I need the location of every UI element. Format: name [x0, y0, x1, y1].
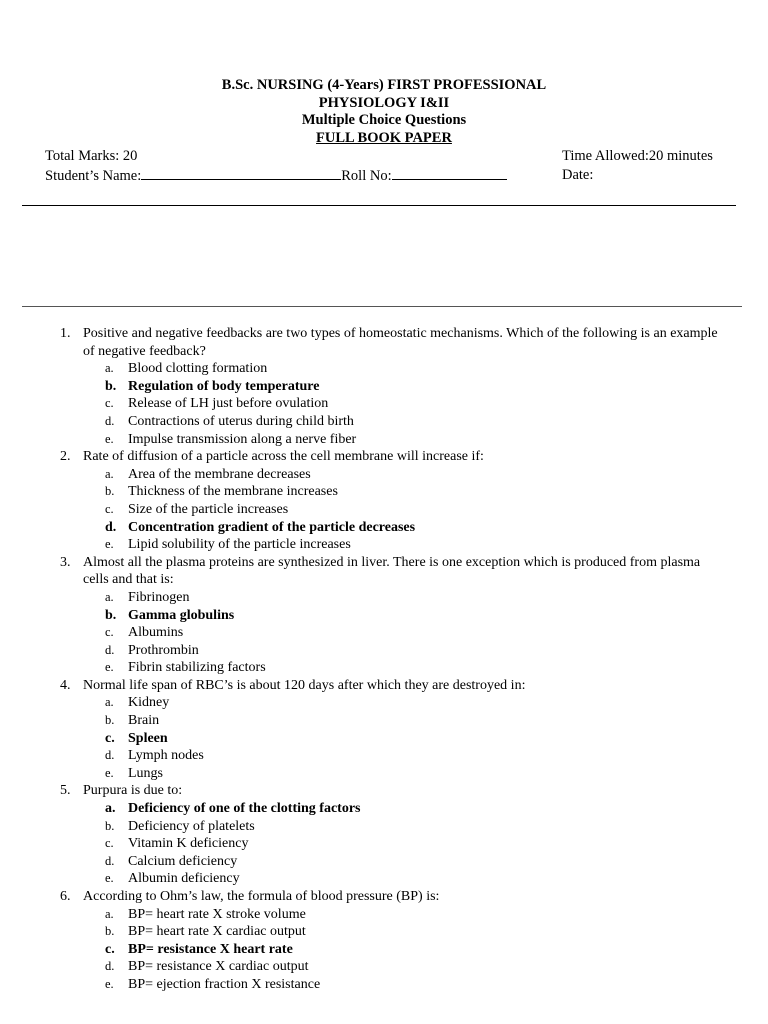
program-title: B.Sc. NURSING (4-Years) FIRST PROFESSIONAL: [221, 77, 547, 93]
question-text: Rate of diffusion of a particle across the cell membrane will increase if:: [83, 449, 484, 465]
answer-option-correct: [0, 800, 768, 818]
option-text: Albumins: [128, 625, 184, 641]
option-letter: b.: [105, 378, 117, 394]
answer-option-correct: [0, 607, 768, 625]
option-text: Concentration gradient of the particle decreases: [128, 519, 416, 535]
answer-option: [0, 853, 768, 871]
question-item: [0, 888, 768, 906]
answer-option: [0, 589, 768, 607]
question-number: 5.: [60, 783, 71, 799]
option-letter: a.: [105, 906, 114, 921]
option-letter: e.: [105, 537, 114, 552]
answer-option: [0, 923, 768, 941]
student-name-blank[interactable]: [141, 166, 341, 180]
question-item: [0, 782, 768, 800]
option-letter: c.: [105, 730, 115, 746]
answer-option: [0, 765, 768, 783]
option-letter: e.: [105, 660, 114, 675]
question-text: According to Ohm’s law, the formula of blood pressure (BP) is:: [83, 889, 440, 904]
time-allowed: Time Allowed:20 minutes: [562, 148, 713, 164]
option-text: BP= resistance X cardiac output: [128, 959, 309, 975]
answer-option: [0, 906, 768, 924]
option-text: Size of the particle increases: [128, 501, 289, 517]
answer-option: [0, 958, 768, 976]
option-letter: a.: [105, 589, 114, 604]
question-text: Purpura is due to:: [83, 783, 183, 799]
option-text: Calcium deficiency: [128, 853, 238, 869]
question-item: [0, 325, 768, 360]
answer-option: [0, 413, 768, 431]
option-letter: c.: [105, 941, 115, 957]
option-text: Gamma globulins: [128, 607, 235, 623]
option-letter: b.: [105, 924, 115, 939]
option-letter: d.: [105, 413, 115, 428]
option-text: Regulation of body temperature: [128, 378, 320, 394]
answer-option: [0, 483, 768, 501]
header-divider: [22, 205, 736, 206]
option-letter: b.: [105, 818, 115, 833]
option-letter: a.: [105, 361, 114, 376]
option-letter: c.: [105, 836, 114, 851]
question-number: 3.: [60, 554, 71, 570]
meta-right: [562, 147, 713, 185]
student-name-label: Student’s Name:: [45, 168, 142, 184]
option-letter: d.: [105, 959, 115, 974]
option-text: Area of the membrane decreases: [128, 466, 311, 482]
answer-option-correct: [0, 519, 768, 537]
option-text: Impulse transmission along a nerve fiber: [128, 431, 357, 447]
question-item: [0, 448, 768, 466]
option-text: Fibrin stabilizing factors: [128, 660, 266, 676]
option-letter: d.: [105, 519, 117, 535]
option-text: Lymph nodes: [128, 748, 204, 764]
option-text: Thickness of the membrane increases: [128, 484, 338, 500]
option-letter: c.: [105, 501, 114, 516]
answer-option: [0, 395, 768, 413]
option-text: Deficiency of platelets: [128, 818, 255, 834]
option-text: Prothrombin: [128, 642, 199, 658]
option-text: Fibrinogen: [128, 589, 190, 605]
question-number: 6.: [60, 889, 71, 904]
answer-option: [0, 360, 768, 378]
answer-option-correct: [0, 941, 768, 959]
question-number: 2.: [60, 449, 71, 465]
option-letter: d.: [105, 748, 115, 763]
question-number: 4.: [60, 677, 71, 693]
answer-option: [0, 747, 768, 765]
option-letter: e.: [105, 765, 114, 780]
question-item: [0, 554, 768, 589]
answer-option-correct: [0, 378, 768, 396]
option-text: Release of LH just before ovulation: [128, 396, 329, 412]
answer-option: [0, 870, 768, 888]
question-text: Positive and negative feedbacks are two types of homeostatic mechanisms. Which of the following is an example of negative feedback?: [83, 326, 718, 359]
subject-title: PHYSIOLOGY I&II: [318, 94, 450, 111]
answer-option: [0, 659, 768, 677]
question-text: Almost all the plasma proteins are synthesized in liver. There is one exception which is produced from plasma cells and that is:: [83, 554, 701, 588]
option-text: Deficiency of one of the clotting factors: [128, 801, 361, 817]
answer-option: [0, 835, 768, 853]
answer-option: [0, 976, 768, 994]
option-letter: d.: [105, 853, 115, 868]
answer-option: [0, 694, 768, 712]
option-text: Kidney: [128, 695, 170, 711]
option-letter: b.: [105, 484, 115, 499]
option-text: BP= ejection fraction X resistance: [128, 976, 321, 992]
total-marks: Total Marks: 20: [45, 148, 138, 164]
roll-no-blank[interactable]: [392, 166, 507, 180]
option-letter: a.: [105, 801, 116, 817]
option-letter: e.: [105, 976, 114, 991]
paper-type: Multiple Choice Questions: [301, 112, 467, 128]
option-letter: c.: [105, 396, 114, 411]
option-text: Lungs: [128, 765, 163, 781]
paper-scope: FULL BOOK PAPER: [316, 129, 452, 146]
question-item: [0, 677, 768, 695]
answer-option: [0, 624, 768, 642]
option-letter: e.: [105, 431, 114, 446]
option-text: Blood clotting formation: [128, 361, 268, 377]
option-letter: b.: [105, 713, 115, 728]
answer-option: [0, 501, 768, 519]
option-letter: c.: [105, 625, 114, 640]
question-text: Normal life span of RBC’s is about 120 days after which they are destroyed in:: [83, 677, 526, 693]
option-text: Spleen: [128, 730, 168, 746]
roll-no-label: Roll No:: [341, 168, 392, 184]
option-text: BP= resistance X heart rate: [128, 941, 293, 957]
option-letter: e.: [105, 871, 114, 886]
option-letter: a.: [105, 466, 114, 481]
option-letter: b.: [105, 607, 117, 623]
answer-option: [0, 431, 768, 449]
answer-option: [0, 818, 768, 836]
question-list: [0, 325, 768, 994]
option-text: BP= heart rate X stroke volume: [128, 906, 306, 922]
section-divider: [22, 306, 742, 307]
option-text: BP= heart rate X cardiac output: [128, 924, 306, 940]
answer-option-correct: [0, 730, 768, 748]
option-text: Brain: [128, 713, 160, 729]
option-text: Contractions of uterus during child birth: [128, 413, 354, 429]
answer-option: [0, 466, 768, 484]
answer-option: [0, 536, 768, 554]
option-text: Vitamin K deficiency: [128, 836, 249, 852]
option-text: Albumin deficiency: [128, 871, 240, 887]
date-label: Date:: [562, 167, 594, 183]
option-letter: a.: [105, 695, 114, 710]
student-info-line: [45, 166, 507, 186]
paper-header: [0, 77, 768, 147]
answer-option: [0, 642, 768, 660]
option-letter: d.: [105, 642, 115, 657]
question-number: 1.: [60, 326, 71, 341]
option-text: Lipid solubility of the particle increases: [128, 537, 351, 553]
answer-option: [0, 712, 768, 730]
meta-left: [45, 147, 507, 186]
